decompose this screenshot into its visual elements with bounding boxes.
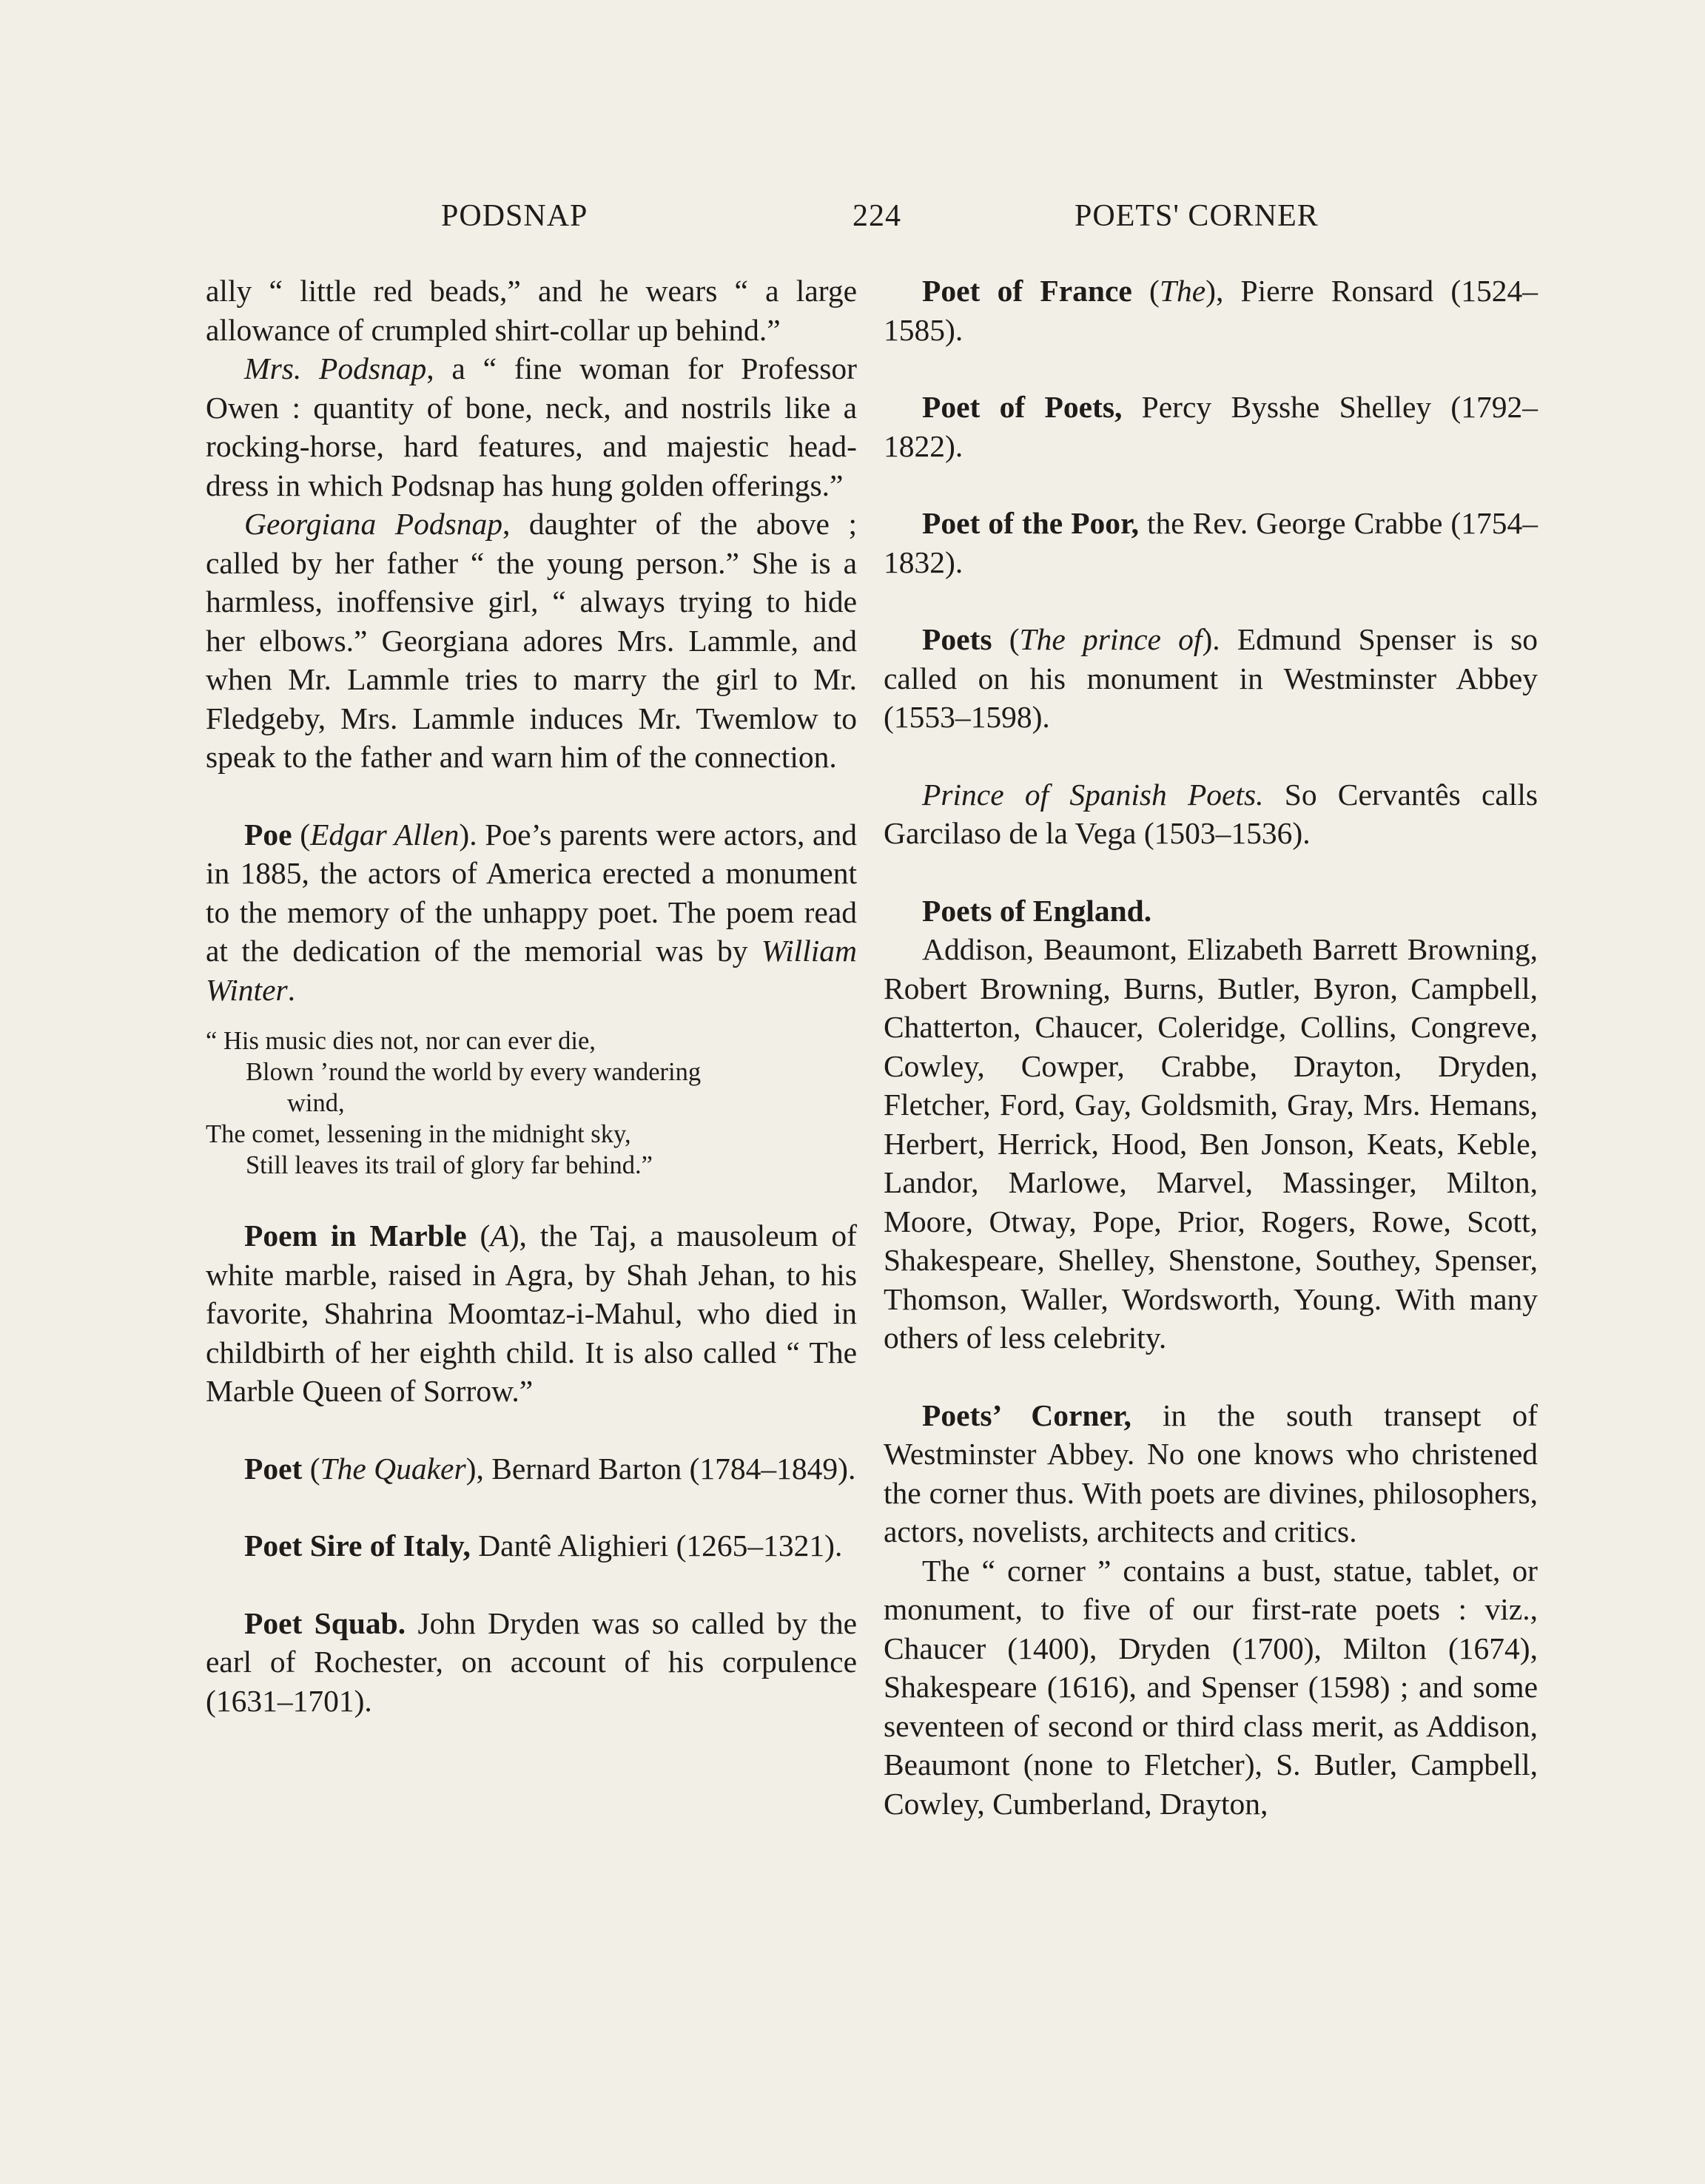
entry-text: ). Edmund Spenser is so called on his monument in Westminster Abbey (1553–1598).	[884, 622, 1538, 734]
verse-line: “ His music dies not, nor can ever die,	[206, 1027, 596, 1055]
entry-poet-sire-of-italy	[206, 1526, 857, 1565]
entry-text: The “ corner ” contains a bust, statue, tablet, or monument, to five of our first-rate poets : viz., Chaucer (1400), Dryden (1700), Milton (1674), Shakespeare (1616), and Spenser (1598) ; and some seventeen of second or third class merit, as Addison, Beaumont (none to Fletcher), S. Butler, Campbell, Cowley, Cumberland, Drayton,	[884, 1553, 1538, 1821]
entry-headword: Poet of Poets,	[922, 390, 1123, 424]
entry-poe	[206, 815, 857, 1010]
entry-headword: Poem in Marble	[244, 1219, 467, 1253]
entry-text: , a “ fine woman for Professor Owen : quantity of bone, neck, and nostrils like a rocking-horse, hard features, and majestic head-dress in which Podsnap has hung golden offerings.”	[206, 351, 857, 502]
verse-line: Still leaves its trail of glory far behind.”	[246, 1151, 653, 1179]
entry-headword: Poet	[244, 1451, 303, 1486]
entry-poet-of-poets	[884, 388, 1538, 465]
entry-author: William Winter	[206, 934, 857, 1007]
entry-headword: Poet Squab.	[244, 1605, 406, 1640]
verse-line: wind,	[287, 1089, 345, 1117]
entry-headword: Prince of Spanish Poets.	[922, 777, 1264, 812]
entry-text: Poe’s parents were actors, and in 1885, the actors of America erected a monument to the memory of the unhappy poet. The poem read at the dedication of the memorial was by	[206, 817, 857, 968]
left-column	[206, 272, 857, 1720]
entry-poets-corner-continued	[884, 1551, 1538, 1824]
entry-poets-of-england-list	[884, 930, 1538, 1358]
paren-open: (	[466, 1219, 491, 1253]
entry-prince-of-spanish-poets	[884, 775, 1538, 853]
entry-text: Percy Bysshe Shelley (1792–1822).	[884, 390, 1538, 463]
entry-poet-of-france	[884, 272, 1538, 349]
entry-headword: Mrs. Podsnap	[244, 351, 427, 385]
entry-poets-corner	[884, 1396, 1538, 1551]
paren-open: (	[992, 622, 1020, 656]
entry-headword: Poe	[244, 817, 292, 852]
entry-poem-in-marble	[206, 1216, 857, 1411]
entry-subhead: Edgar Allen	[310, 817, 460, 852]
entry-headword: Poets	[922, 622, 992, 656]
right-column	[884, 272, 1538, 1823]
entry-subhead: The prince of	[1019, 622, 1203, 656]
running-header	[0, 198, 1705, 250]
entry-text: Addison, Beaumont, Elizabeth Barrett Browning, Robert Browning, Burns, Butler, Byron, Campbell, Chatterton, Chaucer, Coleridge, Collins, Congreve, Cowley, Cowper, Crabbe, Drayton, Dryden, Fletcher, Ford, Gay, Goldsmith, Gray, Mrs. Hemans, Herbert, Herrick, Hood, Ben Jonson, Keats, Keble, Landor, Marlowe, Marvel, Massinger, Milton, Moore, Otway, Pope, Prior, Rogers, Rowe, Scott, Shakespeare, Shelley, Shenstone, Southey, Spenser, Thomson, Waller, Wordsworth, Young. With many others of less celebrity.	[884, 932, 1538, 1355]
entry-headword: Poets of England.	[922, 893, 1152, 928]
verse-line: The comet, lessening in the midnight sky,	[206, 1120, 631, 1148]
header-left-word: PODSNAP	[441, 199, 588, 233]
verse-line: Blown ’round the world by every wandering	[246, 1058, 702, 1086]
paren-close: )	[508, 1219, 519, 1253]
entry-text: ally “ little red beads,” and he wears “ a large allowance of crumpled shirt-collar up behind.”	[206, 274, 857, 347]
entry-text: , the Taj, a mausoleum of white marble, raised in Agra, by Shah Jehan, to his favorite, Shahrina Moomtaz-i-Mahul, who died in childbirth of her eighth child. It is also called “ The Marble Queen of Sorrow.”	[206, 1219, 858, 1408]
entry-headword: Poet Sire of Italy,	[244, 1529, 471, 1563]
entry-georgiana-podsnap	[206, 505, 857, 777]
entry-end: .	[287, 972, 296, 1007]
entry-text: Dantê Alighieri (1265–1321).	[470, 1529, 843, 1563]
entry-prince-of-poets	[884, 620, 1538, 737]
entry-text: So Cervantês calls Garcilaso de la Vega (1503–1536).	[884, 777, 1538, 850]
entry-text: the Rev. George Crabbe (1754–1832).	[884, 506, 1538, 579]
entry-subhead: The	[1159, 274, 1206, 308]
paren-open: (	[292, 817, 311, 852]
entry-headword: Poets’ Corner,	[922, 1398, 1131, 1432]
entry-text: John Dryden was so called by the earl of Rochester, on account of his corpulence (1631–1701).	[206, 1605, 857, 1718]
entry-text: , daughter of the above ; called by her father “ the young person.” She is a harmless, inoffensive girl, “ always trying to hide her elbows.” Georgiana adores Mrs. Lammle, and when Mr. Lammle tries to marry the girl to Mr. Fledgeby, Mrs. Lammle induces Mr. Twemlow to speak to the father and warn him of the connection.	[206, 507, 858, 774]
entry-poet-of-the-poor	[884, 504, 1538, 582]
entry-poet-quaker	[206, 1449, 857, 1489]
paren-close: ).	[459, 817, 477, 852]
entry-headword: Poet of the Poor,	[922, 506, 1140, 540]
verse-quote	[206, 1025, 857, 1181]
entry-headword: Poet of France	[922, 274, 1132, 308]
entry-headword: Georgiana Podsnap	[244, 507, 503, 541]
header-right-word: POETS' CORNER	[1075, 199, 1319, 233]
entry-continuation	[206, 272, 857, 349]
entry-subhead: A	[490, 1219, 509, 1253]
paren-open: (	[1131, 274, 1160, 308]
entry-subhead: The Quaker	[320, 1451, 466, 1486]
entry-text: in the south transept of Westminster Abbey. No one knows who christened the corner thus. With poets are divines, philosophers, actors, novelists, architects and critics.	[884, 1398, 1538, 1548]
entry-poet-squab	[206, 1604, 857, 1721]
paren-open: (	[302, 1451, 320, 1486]
entry-mrs-podsnap	[206, 349, 857, 505]
entry-text: ), Pierre Ronsard (1524–1585).	[884, 274, 1538, 347]
page-number: 224	[852, 199, 901, 233]
entry-poets-of-england-heading	[884, 892, 1538, 931]
entry-text: ), Bernard Barton (1784–1849).	[465, 1451, 856, 1486]
